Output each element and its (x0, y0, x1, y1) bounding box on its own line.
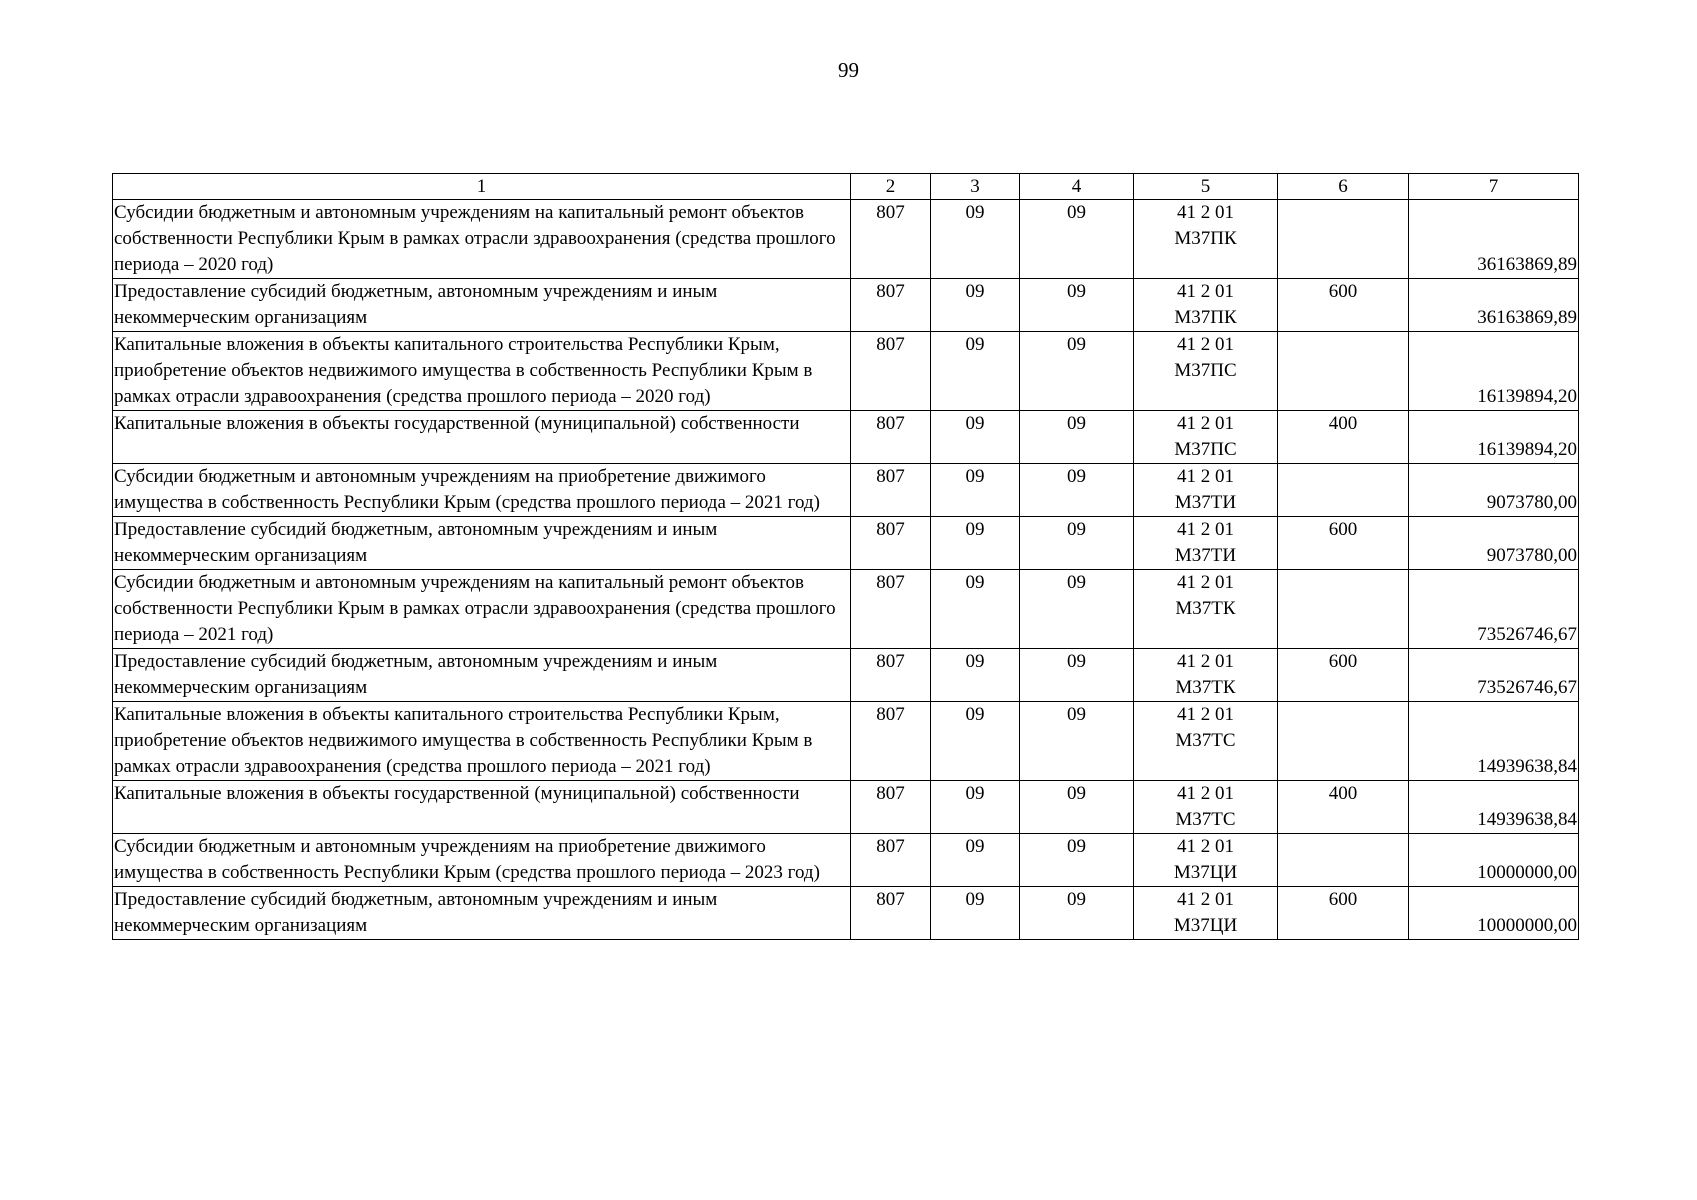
header-cell-3: 3 (931, 174, 1020, 200)
row-section-cell: 09 (931, 570, 1020, 649)
row-subsection-cell: 09 (1020, 200, 1134, 279)
row-target-article-cell (1134, 411, 1278, 464)
row-name-cell: Субсидии бюджетным и автономным учреждениям на капитальный ремонт объектов собственности Республики Крым в рамках отрасли здравоохранения (средства прошлого периода – 2021 год) (113, 570, 851, 649)
row-target-article-line1: 41 2 01 (1177, 519, 1234, 540)
row-expense-type-cell (1278, 332, 1409, 411)
row-amount-cell: 9073780,00 (1409, 517, 1579, 570)
row-name-cell: Капитальные вложения в объекты капитального строительства Республики Крым, приобретение объектов недвижимого имущества в собственность Республики Крым в рамках отрасли здравоохранения (средства прошлого периода – 2021 год) (113, 702, 851, 781)
row-subsection-cell: 09 (1020, 332, 1134, 411)
row-grbs-cell: 807 (851, 279, 931, 332)
row-name-cell: Предоставление субсидий бюджетным, автономным учреждениям и иным некоммерческим организациям (113, 887, 851, 940)
row-section-cell: 09 (931, 332, 1020, 411)
row-target-article-line2: М37ПС (1174, 439, 1237, 460)
row-section-cell: 09 (931, 702, 1020, 781)
row-target-article-line1: 41 2 01 (1177, 466, 1234, 487)
row-target-article-line1: 41 2 01 (1177, 572, 1234, 593)
row-expense-type-cell (1278, 464, 1409, 517)
table-row (113, 570, 1579, 649)
table-row (113, 332, 1579, 411)
row-subsection-cell: 09 (1020, 464, 1134, 517)
row-target-article-line1: 41 2 01 (1177, 202, 1234, 223)
row-expense-type-cell: 600 (1278, 887, 1409, 940)
row-grbs-cell: 807 (851, 464, 931, 517)
row-target-article-cell (1134, 702, 1278, 781)
table-body (113, 174, 1579, 940)
row-target-article-cell (1134, 649, 1278, 702)
row-target-article-line1: 41 2 01 (1177, 651, 1234, 672)
row-name-cell: Субсидии бюджетным и автономным учреждениям на приобретение движимого имущества в собственность Республики Крым (средства прошлого периода – 2021 год) (113, 464, 851, 517)
row-amount-cell: 14939638,84 (1409, 702, 1579, 781)
row-expense-type-cell (1278, 702, 1409, 781)
row-name-cell: Предоставление субсидий бюджетным, автономным учреждениям и иным некоммерческим организациям (113, 517, 851, 570)
header-cell-2: 2 (851, 174, 931, 200)
row-target-article-cell (1134, 200, 1278, 279)
row-subsection-cell: 09 (1020, 649, 1134, 702)
row-target-article-cell (1134, 517, 1278, 570)
row-grbs-cell: 807 (851, 200, 931, 279)
row-target-article-line1: 41 2 01 (1177, 836, 1234, 857)
row-amount-cell: 73526746,67 (1409, 570, 1579, 649)
row-section-cell: 09 (931, 464, 1020, 517)
row-target-article-line1: 41 2 01 (1177, 704, 1234, 725)
row-expense-type-cell: 400 (1278, 781, 1409, 834)
row-grbs-cell: 807 (851, 570, 931, 649)
row-grbs-cell: 807 (851, 781, 931, 834)
row-target-article-line2: М37ПК (1174, 228, 1237, 249)
row-name-cell: Капитальные вложения в объекты государственной (муниципальной) собственности (113, 411, 851, 464)
row-target-article-line2: М37ТК (1175, 598, 1236, 619)
row-grbs-cell: 807 (851, 332, 931, 411)
row-target-article-cell (1134, 464, 1278, 517)
table-row (113, 887, 1579, 940)
row-target-article-cell (1134, 781, 1278, 834)
row-subsection-cell: 09 (1020, 570, 1134, 649)
header-cell-4: 4 (1020, 174, 1134, 200)
row-amount-cell: 36163869,89 (1409, 279, 1579, 332)
row-name-cell: Капитальные вложения в объекты государственной (муниципальной) собственности (113, 781, 851, 834)
row-expense-type-cell: 600 (1278, 279, 1409, 332)
row-target-article-line2: М37ТИ (1174, 545, 1237, 566)
table-row (113, 781, 1579, 834)
row-expense-type-cell: 600 (1278, 517, 1409, 570)
row-grbs-cell: 807 (851, 887, 931, 940)
row-subsection-cell: 09 (1020, 887, 1134, 940)
row-target-article-cell (1134, 834, 1278, 887)
row-target-article-line1: 41 2 01 (1177, 334, 1234, 355)
row-grbs-cell: 807 (851, 834, 931, 887)
row-grbs-cell: 807 (851, 411, 931, 464)
row-expense-type-cell (1278, 834, 1409, 887)
table-header-row (113, 174, 1579, 200)
row-section-cell: 09 (931, 781, 1020, 834)
row-target-article-cell (1134, 570, 1278, 649)
row-target-article-line2: М37ТК (1175, 677, 1236, 698)
row-section-cell: 09 (931, 411, 1020, 464)
row-section-cell: 09 (931, 834, 1020, 887)
row-subsection-cell: 09 (1020, 702, 1134, 781)
row-section-cell: 09 (931, 200, 1020, 279)
row-subsection-cell: 09 (1020, 834, 1134, 887)
row-amount-cell: 73526746,67 (1409, 649, 1579, 702)
row-section-cell: 09 (931, 887, 1020, 940)
row-amount-cell: 16139894,20 (1409, 332, 1579, 411)
row-target-article-line2: М37ТИ (1174, 492, 1237, 513)
row-target-article-line2: М37ЦИ (1173, 915, 1238, 936)
row-name-cell: Предоставление субсидий бюджетным, автономным учреждениям и иным некоммерческим организациям (113, 279, 851, 332)
header-cell-5: 5 (1134, 174, 1278, 200)
table-row (113, 279, 1579, 332)
table-row (113, 200, 1579, 279)
table-row (113, 649, 1579, 702)
row-amount-cell: 10000000,00 (1409, 887, 1579, 940)
row-amount-cell: 16139894,20 (1409, 411, 1579, 464)
row-expense-type-cell (1278, 570, 1409, 649)
row-name-cell: Капитальные вложения в объекты капитального строительства Республики Крым, приобретение объектов недвижимого имущества в собственность Республики Крым в рамках отрасли здравоохранения (средства прошлого периода – 2020 год) (113, 332, 851, 411)
row-target-article-cell (1134, 887, 1278, 940)
row-target-article-line1: 41 2 01 (1177, 889, 1234, 910)
row-name-cell: Субсидии бюджетным и автономным учреждениям на приобретение движимого имущества в собственность Республики Крым (средства прошлого периода – 2023 год) (113, 834, 851, 887)
row-target-article-line1: 41 2 01 (1177, 281, 1234, 302)
row-target-article-line2: М37ТС (1175, 730, 1236, 751)
row-subsection-cell: 09 (1020, 279, 1134, 332)
row-target-article-line2: М37ПК (1174, 307, 1237, 328)
row-expense-type-cell: 600 (1278, 649, 1409, 702)
row-section-cell: 09 (931, 517, 1020, 570)
row-grbs-cell: 807 (851, 649, 931, 702)
row-target-article-line2: М37ЦИ (1173, 862, 1238, 883)
row-target-article-cell (1134, 279, 1278, 332)
row-expense-type-cell: 400 (1278, 411, 1409, 464)
table-row (113, 834, 1579, 887)
row-amount-cell: 9073780,00 (1409, 464, 1579, 517)
budget-table (112, 173, 1579, 940)
table-row (113, 411, 1579, 464)
row-target-article-line1: 41 2 01 (1177, 413, 1234, 434)
table-row (113, 464, 1579, 517)
row-expense-type-cell (1278, 200, 1409, 279)
row-amount-cell: 10000000,00 (1409, 834, 1579, 887)
row-target-article-line1: 41 2 01 (1177, 783, 1234, 804)
row-subsection-cell: 09 (1020, 781, 1134, 834)
table-row (113, 702, 1579, 781)
header-cell-1: 1 (113, 174, 851, 200)
page-number: 99 (838, 58, 859, 82)
row-amount-cell: 36163869,89 (1409, 200, 1579, 279)
row-subsection-cell: 09 (1020, 517, 1134, 570)
row-name-cell: Предоставление субсидий бюджетным, автономным учреждениям и иным некоммерческим организациям (113, 649, 851, 702)
row-grbs-cell: 807 (851, 517, 931, 570)
header-cell-7: 7 (1409, 174, 1579, 200)
row-target-article-line2: М37ТС (1175, 809, 1236, 830)
row-amount-cell: 14939638,84 (1409, 781, 1579, 834)
table-row (113, 517, 1579, 570)
row-section-cell: 09 (931, 279, 1020, 332)
header-cell-6: 6 (1278, 174, 1409, 200)
row-name-cell: Субсидии бюджетным и автономным учреждениям на капитальный ремонт объектов собственности Республики Крым в рамках отрасли здравоохранения (средства прошлого периода – 2020 год) (113, 200, 851, 279)
row-target-article-line2: М37ПС (1174, 360, 1237, 381)
row-section-cell: 09 (931, 649, 1020, 702)
row-target-article-cell (1134, 332, 1278, 411)
row-subsection-cell: 09 (1020, 411, 1134, 464)
row-grbs-cell: 807 (851, 702, 931, 781)
